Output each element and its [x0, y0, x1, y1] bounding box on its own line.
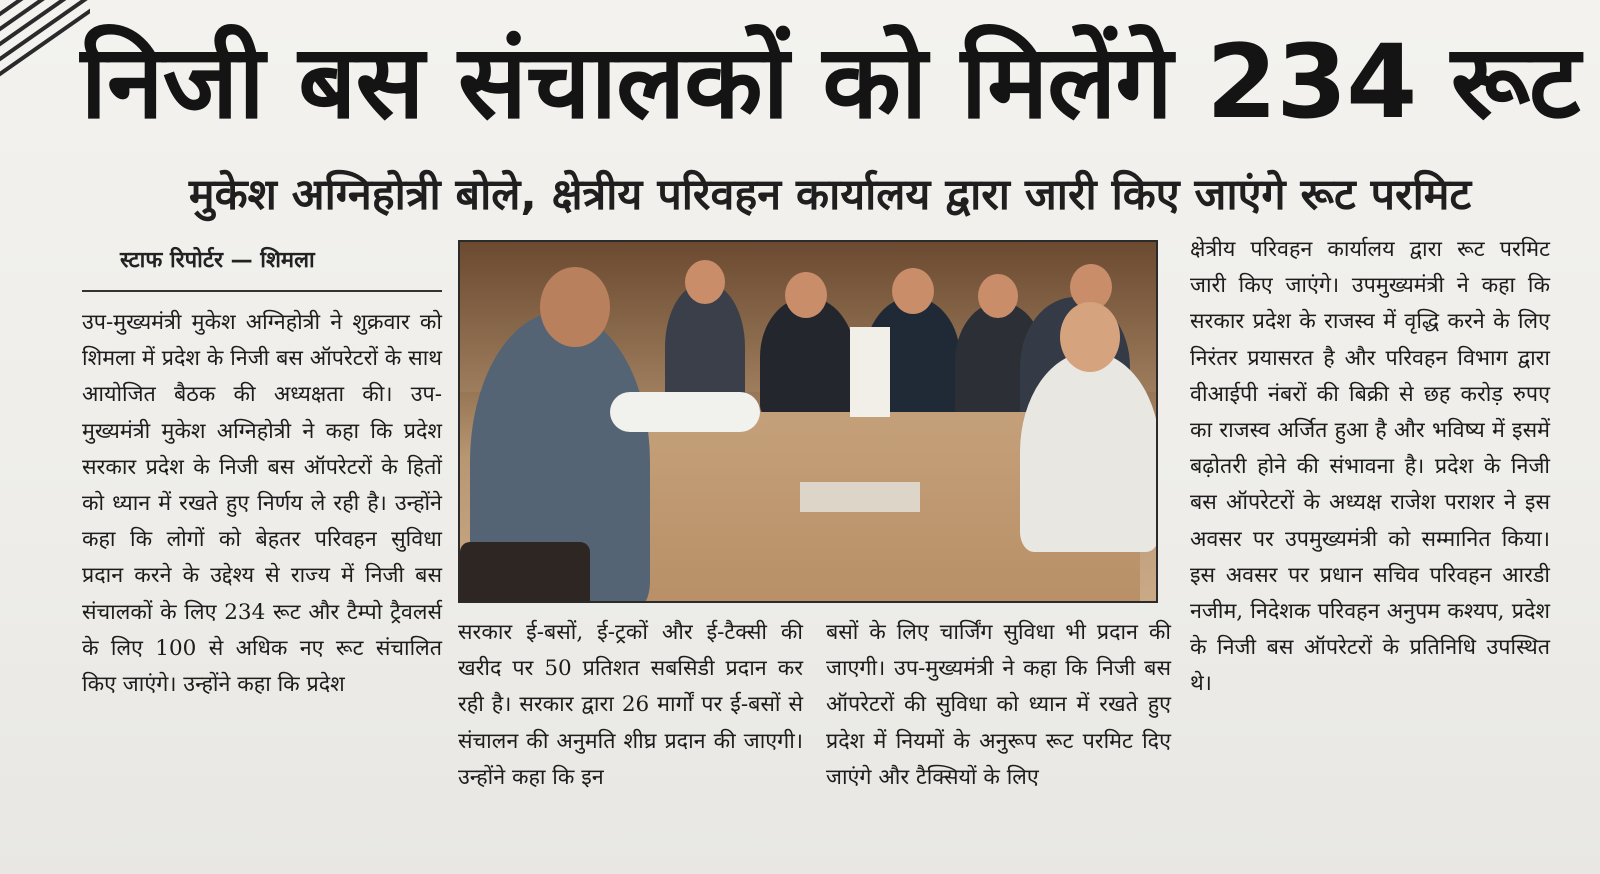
- article-column-3: बसों के लिए चार्जिंग सुविधा भी प्रदान की जाएगी। उप-मुख्यमंत्री ने कहा कि निजी बस ऑपरेटरों की सुविधा को ध्यान में रखते हुए प्रदेश में नियमों के अनुरूप रूट परमिट दिए जाएंगे और टैक्सियों के लिए: [826, 620, 1171, 790]
- photo-person-head: [892, 268, 934, 314]
- byline: स्टाफ रिपोर्टर — शिमला: [120, 248, 315, 273]
- photo-arm: [610, 392, 760, 432]
- subheadline: मुकेश अग्निहोत्री बोले, क्षेत्रीय परिवहन कार्यालय द्वारा जारी किए जाएंगे रूट परमिट: [188, 170, 1472, 220]
- photo-person-head: [1060, 302, 1120, 372]
- photo-chair: [460, 542, 590, 603]
- headline: निजी बस संचालकों को मिलेंगे 234 रूट: [80, 23, 1580, 142]
- byline-rule: [82, 290, 442, 292]
- article-column-2: सरकार ई-बसों, ई-ट्रकों और ई-टैक्सी की खरीद पर 50 प्रतिशत सबसिडी प्रदान कर रही है। सरकार द्वारा 26 मार्गों पर ई-बसों से संचालन की अनुमति शीघ्र प्रदान की जाएगी। उन्होंने कहा कि इन: [458, 620, 803, 790]
- photo-person-head: [540, 267, 610, 347]
- photo-paper: [850, 327, 890, 417]
- meeting-photo: [458, 240, 1158, 603]
- photo-person-head: [785, 272, 827, 318]
- article-column-1: उप-मुख्यमंत्री मुकेश अग्निहोत्री ने शुक्रवार को शिमला में प्रदेश के निजी बस ऑपरेटरों के साथ आयोजित बैठक की अध्यक्षता की। उप-मुख्यमंत्री मुकेश अग्निहोत्री ने कहा कि प्रदेश सरकार प्रदेश के निजी बस ऑपरेटरों के हितों को ध्यान में रखते हुए निर्णय ले रही है। उन्होंने कहा कि लोगों को बेहतर परिवहन सुविधा प्रदान करने के उद्देश्य से राज्य में निजी बस संचालकों के लिए 234 रूट और टैम्पो ट्रैवलर्स के लिए 100 से अधिक नए रूट संचालित किए जाएंगे। उन्होंने कहा कि प्रदेश: [82, 310, 442, 698]
- photo-person-foreground: [1020, 352, 1158, 552]
- photo-person-head: [978, 274, 1018, 318]
- photo-paper: [800, 482, 920, 512]
- article-column-4: क्षेत्रीय परिवहन कार्यालय द्वारा रूट परमिट जारी किए जाएंगे। उपमुख्यमंत्री ने कहा कि सरकार प्रदेश के राजस्व में वृद्धि करने के लिए निरंतर प्रयासरत है और परिवहन विभाग द्वारा वीआईपी नंबरों की बिक्री से छह करोड़ रुपए का राजस्व अर्जित हुआ है और भविष्य में इसमें बढ़ोतरी होने की संभावना है। प्रदेश के निजी बस ऑपरेटरों के अध्यक्ष राजेश पराशर ने इस अवसर पर उपमुख्यमंत्री को सम्मानित किया। इस अवसर पर प्रधान सचिव परिवहन आरडी नजीम, निदेशक परिवहन अनुपम कश्यप, प्रदेश के निजी बस ऑपरेटरों के प्रतिनिधि उपस्थित थे।: [1190, 237, 1550, 697]
- photo-person-head: [685, 260, 725, 304]
